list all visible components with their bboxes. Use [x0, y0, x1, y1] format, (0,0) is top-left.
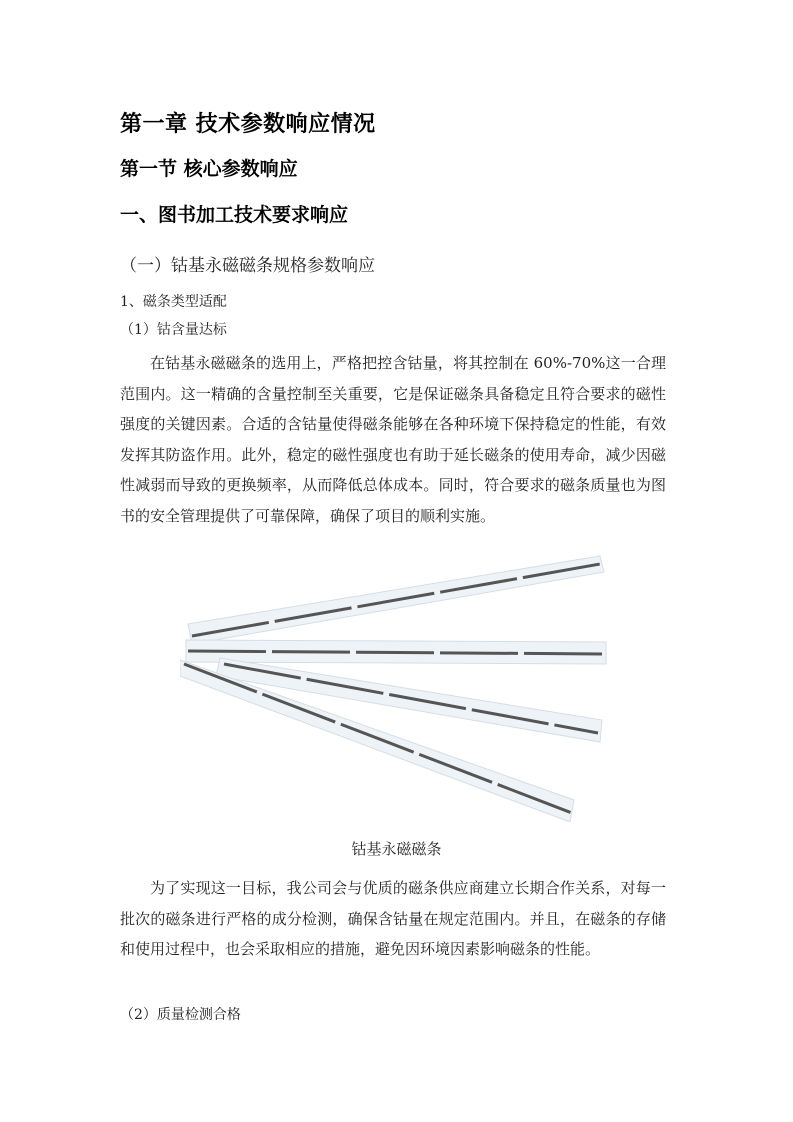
sub-subsection-title: （一）钴基永磁磁条规格参数响应 — [120, 256, 375, 276]
strip-2 — [186, 640, 606, 664]
body-paragraph: 为了实现这一目标，我公司会与优质的磁条供应商建立长期合作关系，对每一批次的磁条进行严格的成分检测，确保含钴量在规定范围内。并且，在磁条的存储和使用过程中，也会采取相应的措施，避免因环境因素影响磁条的性能。 — [120, 879, 666, 958]
item-subheading: （1）钴含量达标 — [120, 322, 227, 338]
subsection-title: 一、图书加工技术要求响应 — [120, 204, 349, 226]
magnetic-strip-image — [180, 552, 620, 822]
body-paragraph: 在钴基永磁磁条的选用上，严格把控含钴量，将其控制在 60%-70%这一合理范围内。这一精确的含量控制至关重要，它是保证磁条具备稳定且符合要求的磁性强度的关键因素。合适的含钴量使得磁条能够在各种环境下保持稳定的性能，有效发挥其防盗作用。此外，稳定的磁性强度也有助于延长磁条的使用寿命，减少因磁性减弱而导致的更换频率，从而降低总体成本。同时，符合要求的磁条质量也为图书的安全管理提供了可靠保障，确保了项目的顺利实施。 — [120, 354, 666, 525]
section-title: 第一节 核心参数响应 — [120, 158, 298, 180]
item-subheading: （2）质量检测合格 — [120, 1007, 241, 1023]
item-heading: 1、磁条类型适配 — [120, 294, 227, 310]
chapter-title: 第一章 技术参数响应情况 — [120, 112, 376, 137]
figure-caption: 钴基永磁磁条 — [351, 840, 442, 858]
strip-1 — [188, 556, 604, 644]
